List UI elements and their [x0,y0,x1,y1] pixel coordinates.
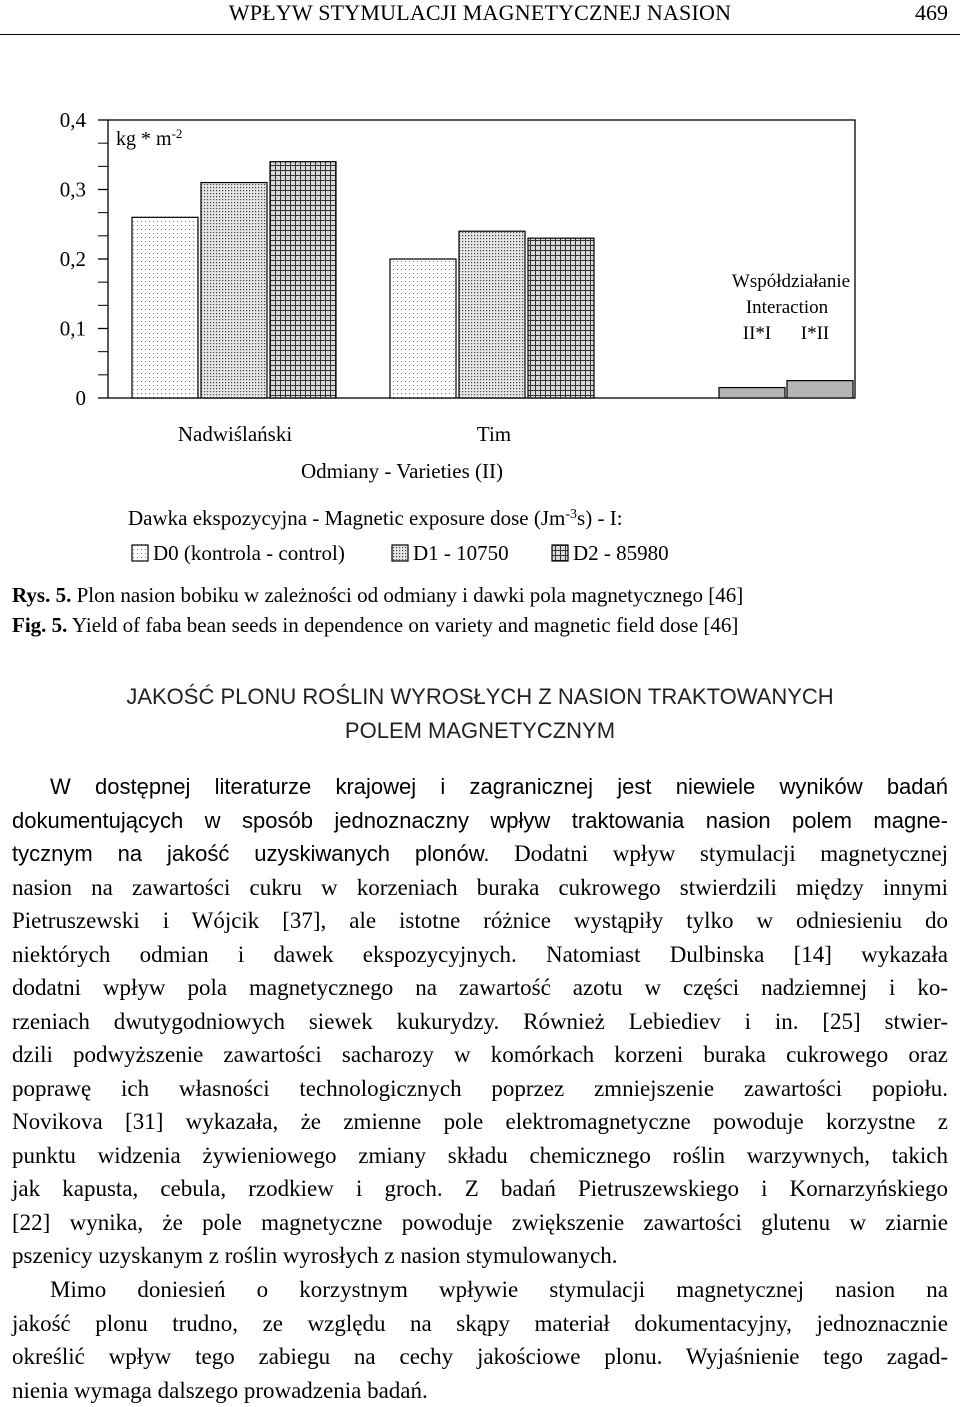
paragraph-line: niektórych odmian i dawek ekspozycyjnych. Natomiast Dulbinska [14] wykazała [12,938,948,972]
page-number: 469 [915,0,948,26]
figure-caption-pl [12,583,743,608]
bar-chart [0,100,960,580]
bar-nadwilaski-d1 [201,183,267,398]
paragraph-line: Pietruszewski i Wójcik [37], ale istotne różnice wystąpiły tylko w odniesieniu do [12,904,948,938]
legend-swatch-d1 [392,545,408,561]
bar-tim-d0 [390,259,456,398]
paragraph-line: jakość plonu trudno, ze względu na skąpy materiał dokumentacyjny, jednoznacznie [12,1307,948,1341]
section-heading-line-2: POLEM MAGNETYCZNYM [0,714,960,748]
paragraph-line: Novikova [31] wykazała, że zmienne pole elektromagnetyczne powoduje korzystne z [12,1105,948,1139]
paragraph-line: nasion na zawartości cukru w korzeniach buraka cukrowego stwierdzili między innymi [12,871,948,905]
legend-label-d2: D2 - 85980 [573,541,669,565]
bar-nadwilaski-d0 [132,217,198,398]
bar-tim-d1 [459,231,525,398]
figure-caption-en [12,613,738,638]
interaction-title-pl: Współdziałanie [732,271,850,292]
paragraph-line: Mimo doniesień o korzystnym wpływie stymulacji magnetycznej nasion na [12,1273,948,1307]
y-tick-label: 0,2 [60,247,86,271]
running-title: WPŁYW STYMULACJI MAGNETYCZNEJ NASION [0,0,960,26]
paragraph-line: W dostępnej literaturze krajowej i zagranicznej jest niewiele wyników badań [12,770,948,804]
interaction-label-1: II*I [743,323,771,344]
paragraph-line-serif-part: Dodatni wpływ stymulacji magnetycznej [490,841,948,866]
bar-interaction-1 [719,388,785,398]
caption-label-en: Fig. 5. [12,613,67,637]
legend-label-d0: D0 (kontrola - control) [153,541,345,565]
y-tick-label: 0,1 [60,317,86,341]
paragraph-line: punktu widzenia żywieniowego zmiany składu chemicznego roślin warzywnych, takich [12,1139,948,1173]
section-heading-line-1: JAKOŚĆ PLONU ROŚLIN WYROSŁYCH Z NASION TRAKTOWANYCH [0,680,960,714]
y-unit-label: kg * $m^{-2}$ [116,126,182,151]
bar-tim-d2 [528,238,594,398]
paragraph-line: określić wpływ tego zabiegu na cechy jakościowe plonu. Wyjaśnienie tego zagad- [12,1340,948,1374]
interaction-title-en: Interaction [746,297,829,318]
paragraph-line: dodatni wpływ pola magnetycznego na zawartość azotu w części nadziemnej i ko- [12,971,948,1005]
category-label-nadwislanski: Nadwiślański [178,422,292,446]
category-label-tim: Tim [477,422,511,446]
paragraph-line: jak kapusta, cebula, rzodkiew i groch. Z badań Pietruszewskiego i Kornarzyńskiego [12,1172,948,1206]
paragraph-line: rzeniach dwutygodniowych siewek kukurydzy. Również Lebiediev i in. [25] stwier- [12,1005,948,1039]
dose-label: Dawka ekspozycyjna - Magnetic exposure dose $(Jm^{-3}s)$ - I: [128,506,623,530]
legend-swatch-d0 [132,545,148,561]
x-axis-label: Odmiany - Varieties (II) [301,459,503,483]
legend-swatch-d2 [552,545,568,561]
paragraph-line: [22] wynika, że pole magnetyczne powoduje zwiększenie zawartości glutenu w ziarnie [12,1206,948,1240]
y-tick-label: 0 [76,386,87,410]
bar-interaction-2 [787,381,853,398]
paragraph-line [12,837,948,871]
y-tick-label: 0,3 [60,178,86,202]
caption-text-pl: Plon nasion bobiku w zależności od odmiany i dawki pola magnetycznego [46] [77,583,744,607]
paragraph-line: nienia wymaga dalszego prowadzenia badań. [12,1374,948,1407]
paragraph-line: poprawę ich własności technologicznych poprzez zmniejszenie zawartości popiołu. [12,1072,948,1106]
caption-text-en: Yield of faba bean seeds in dependence on variety and magnetic field dose [46] [72,613,739,637]
body-paragraph-2 [12,1273,948,1407]
body-paragraph-1 [12,770,948,1273]
running-header [0,0,960,35]
paragraph-line: pszenicy uzyskanym z roślin wyrosłych z nasion stymulowanych. [12,1239,948,1273]
paragraph-line-sans-part: tycznym na jakość uzyskiwanych plonów. [12,841,490,866]
bar-nadwilaski-d2 [270,162,336,398]
interaction-label-2: I*II [801,323,829,344]
legend-label-d1: D1 - 10750 [413,541,509,565]
y-tick-label: 0,4 [60,108,87,132]
section-heading [0,680,960,748]
paragraph-line: dokumentujących w sposób jednoznaczny wpływ traktowania nasion polem magne- [12,804,948,838]
caption-label-pl: Rys. 5. [12,583,71,607]
paragraph-line: dzili podwyższenie zawartości sacharozy w komórkach korzeni buraka cukrowego oraz [12,1038,948,1072]
